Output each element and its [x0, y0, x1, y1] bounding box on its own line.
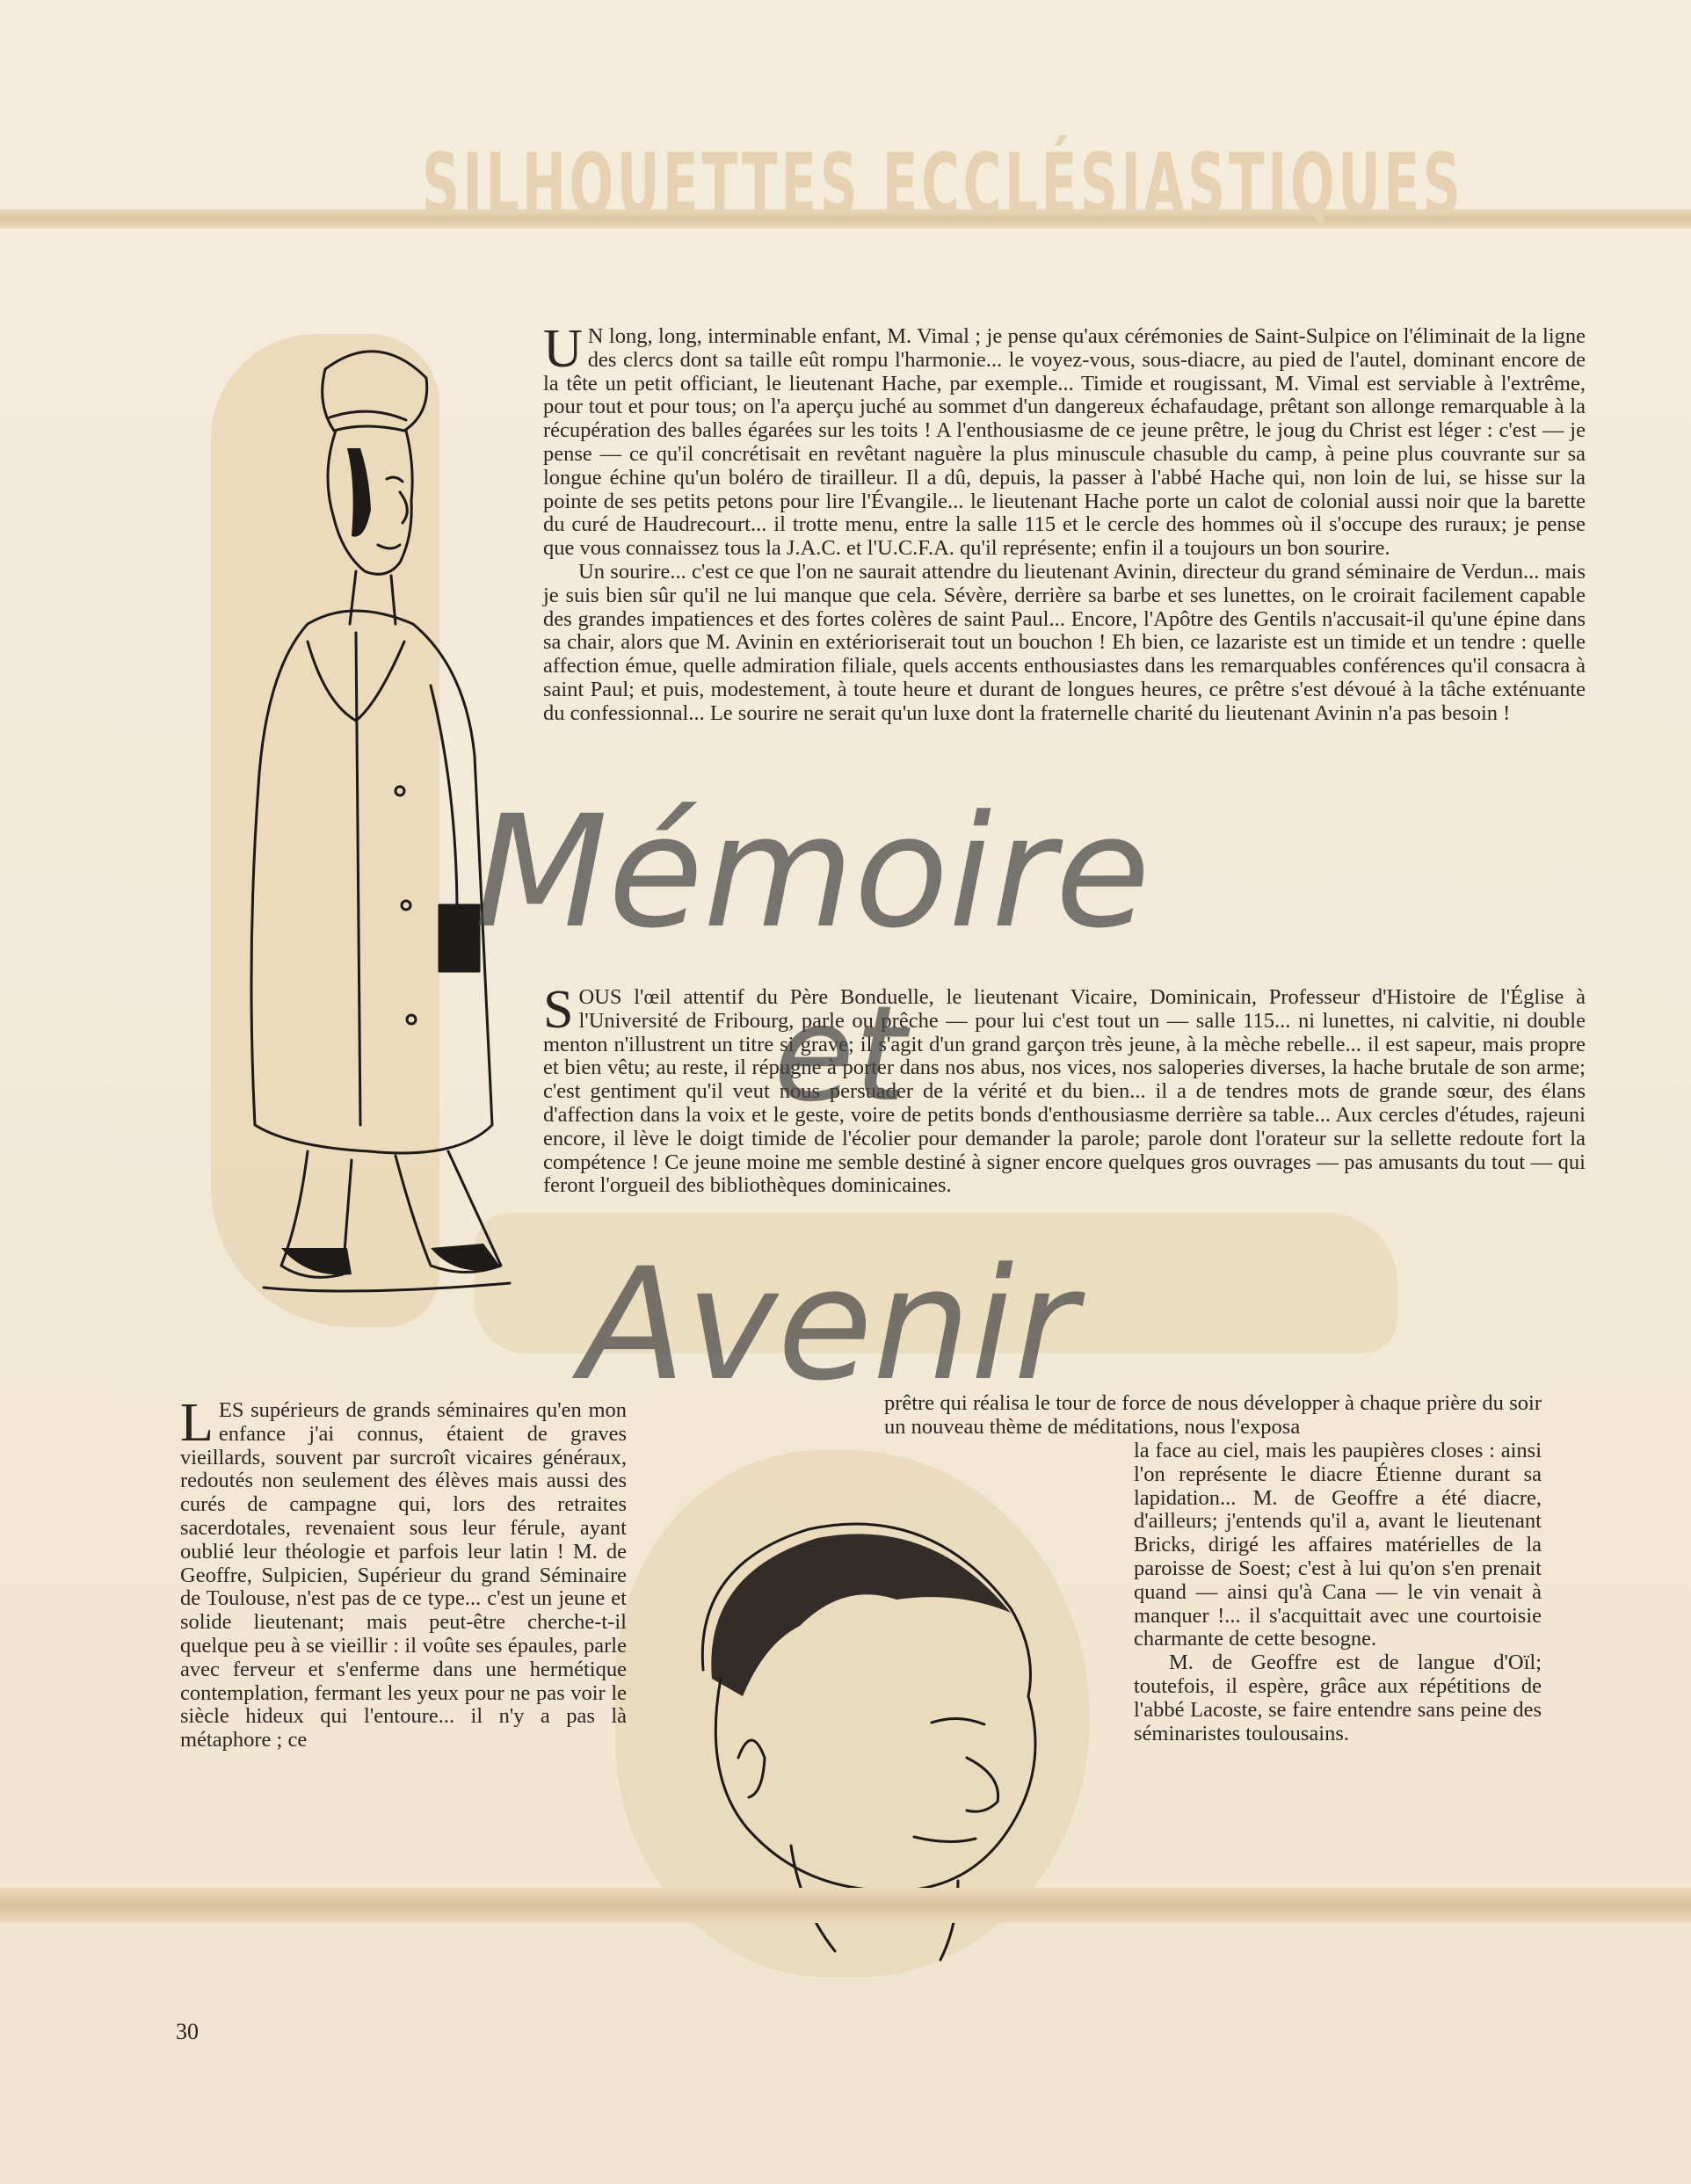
article-section-1 — [543, 319, 1586, 726]
lead-letters: OUS — [578, 985, 622, 1009]
lead-letters: N — [587, 324, 604, 348]
dropcap: U — [543, 319, 583, 379]
page-number: 30 — [176, 2019, 199, 2044]
footer-band — [0, 1888, 1691, 1923]
paragraph: long, long, interminable enfant, M. Vimal ; je pense qu'aux cérémonies de Saint-Sulpice on l'éliminait de la ligne des clercs dont sa taille eût rompu l'harmonie... le voyez-vous, sous-diacre, au pied de l'autel, dominant encore de la tête un petit officiant, le lieutenant Hache, par exemple... Timide et rougissant, M. Vimal est serviable à l'extrême, pour tout et pour tous; on l'a aperçu juché au sommet d'un dangereux échafaudage, prêtant son allonge remarquable à la récupération des balles égarées sur les toits ! A l'enthousiasme de ce jeune prêtre, le joug du Christ est léger : c'est — je pense — ce qu'il concrétisait en revêtant naguère la plus minuscule chasuble du camp, à peine plus couvrante sur sa longue échine qu'un boléro de tirailleur. Il a dû, depuis, la passer à l'abbé Hache qui, non loin de lui, se hisse sur la pointe de ses petits petons pour lire l'Évangile... le lieutenant Hache porte un calot de colonial aussi noir que la barette du curé de Haudrecourt... il trotte menu, entre la salle 115 et le cercle des hommes où il s'occupe des ruraux; je pense que vous connaissez tous la J.A.C. et l'U.C.F.A. qu'il représente; enfin il a toujours un bon sourire. — [543, 324, 1586, 561]
watermark-text: Avenir — [580, 1235, 1078, 1415]
paragraph: M. de Geoffre est de langue d'Oïl; toutefois, il espère, grâce aux répétitions de l'abbé Lacoste, se faire entendre sans peine des séminaristes toulousains. — [1134, 1651, 1542, 1745]
paragraph: prêtre qui réalisa le tour de force de nous développer à chaque prière du soir un nouveau thème de méditations, nous l'exposa — [884, 1391, 1542, 1439]
article-section-3 — [180, 1393, 627, 1752]
watermark-text: Mémoire — [475, 782, 1150, 962]
page-title: SILHOUETTES ECCLÉSIASTIQUES — [422, 135, 1464, 234]
lead-letters: ES — [218, 1398, 244, 1422]
dropcap: S — [543, 980, 574, 1040]
article-section-2 — [543, 978, 1586, 1198]
paragraph: supérieurs de grands séminaires qu'en mon enfance j'ai connus, étaient de graves vieillards, souvent par surcroît vicaires généraux, redoutés non seulement des élèves mais aussi des curés de campagne qui, lors des retraites sacerdotales, revenaient sous leur férule, ayant oublié leur théologie et parfois leur latin ! M. de Geoffre, Sulpicien, Supérieur du grand Séminaire de Toulouse, n'est pas de ce type... c'est un jeune et solide lieutenant; mais peut-être cherche-t-il quelque peu à se vieillir : il voûte ses épaules, parle avec ferveur et s'enferme dans une hermétique contemplation, fermant les yeux pour ne pas voir le siècle hideux qui l'entoure... il n'y a pas là métaphore ; ce — [180, 1398, 627, 1752]
paragraph: la face au ciel, mais les paupières closes : ainsi l'on représente le diacre Étienne durant sa lapidation... M. de Geoffre a été diacre, d'ailleurs; j'entends qu'il a, avant le lieutenant Bricks, dirigé les affaires matérielles de la paroisse de Soest; c'est à lui qu'on s'en prenait quand — ainsi qu'à Cana — le vin venait à manquer !... il s'acquittait avec une courtoisie charmante de cette besogne. — [1134, 1439, 1542, 1651]
paragraph: Un sourire... c'est ce que l'on ne saurait attendre du lieutenant Avinin, directeur du grand séminaire de Verdun... mais je suis bien sûr qu'il ne lui manque que cela. Sévère, derrière sa barbe et ses lunettes, on le croirait facilement capable des grandes impatiences et des fortes colères de saint Paul... Encore, l'Apôtre des Gentils n'accusait-il qu'une épine dans sa chair, alors que M. Avinin en extérioriserait tout un bouchon ! Eh bien, ce lazariste est un timide et un tendre : quelle affection émue, quelle admiration filiale, quels accents enthousiastes dans les remarquables conférences qu'il consacra à saint Paul; et puis, modestement, à toute heure et durant de longues heures, ce prêtre s'est dévoué à la tâche exténuante du confessionnal... Le sourire ne serait qu'un luxe dont la fraternelle charité du lieutenant Avinin n'a pas besoin ! — [543, 559, 1586, 725]
dropcap: L — [180, 1393, 214, 1453]
article-section-3-column — [1134, 1440, 1542, 1745]
watermark-text: et — [773, 978, 907, 1131]
paragraph: l'œil attentif du Père Bonduelle, le lieutenant Vicaire, Dominicain, Professeur d'Histoire de l'Église à l'Université de Fribourg, parle ou prêche — pour lui c'est tout un — salle 115... ni lunettes, ni calvitie, ni double menton n'illustrent un titre si grave; il s'agit d'un grand garçon très jeune, à la mèche rebelle... il est sapeur, mais propre et bien vêtu; au reste, il répugne à porter dans nos abus, nos vices, nos saloperies diverses, la hache brutale de son arme; c'est gentiment qu'il veut nous persuader de la vérité et du bien... il a de tendres mots de grande sœur, des élans d'affection dans la voix et le geste, voire de petits bonds d'enthousiasme derrière sa table... Aux cercles d'études, rajeuni encore, il lève le doigt timide de l'écolier pour demander la parole; parole dont l'orateur sur la sellette redoute fort la compétence ! Ce jeune moine me semble destiné à signer encore quelques gros ouvrages — pas amusants du tout — qui feront l'orgueil des bibliothèques dominicaines. — [543, 985, 1586, 1198]
